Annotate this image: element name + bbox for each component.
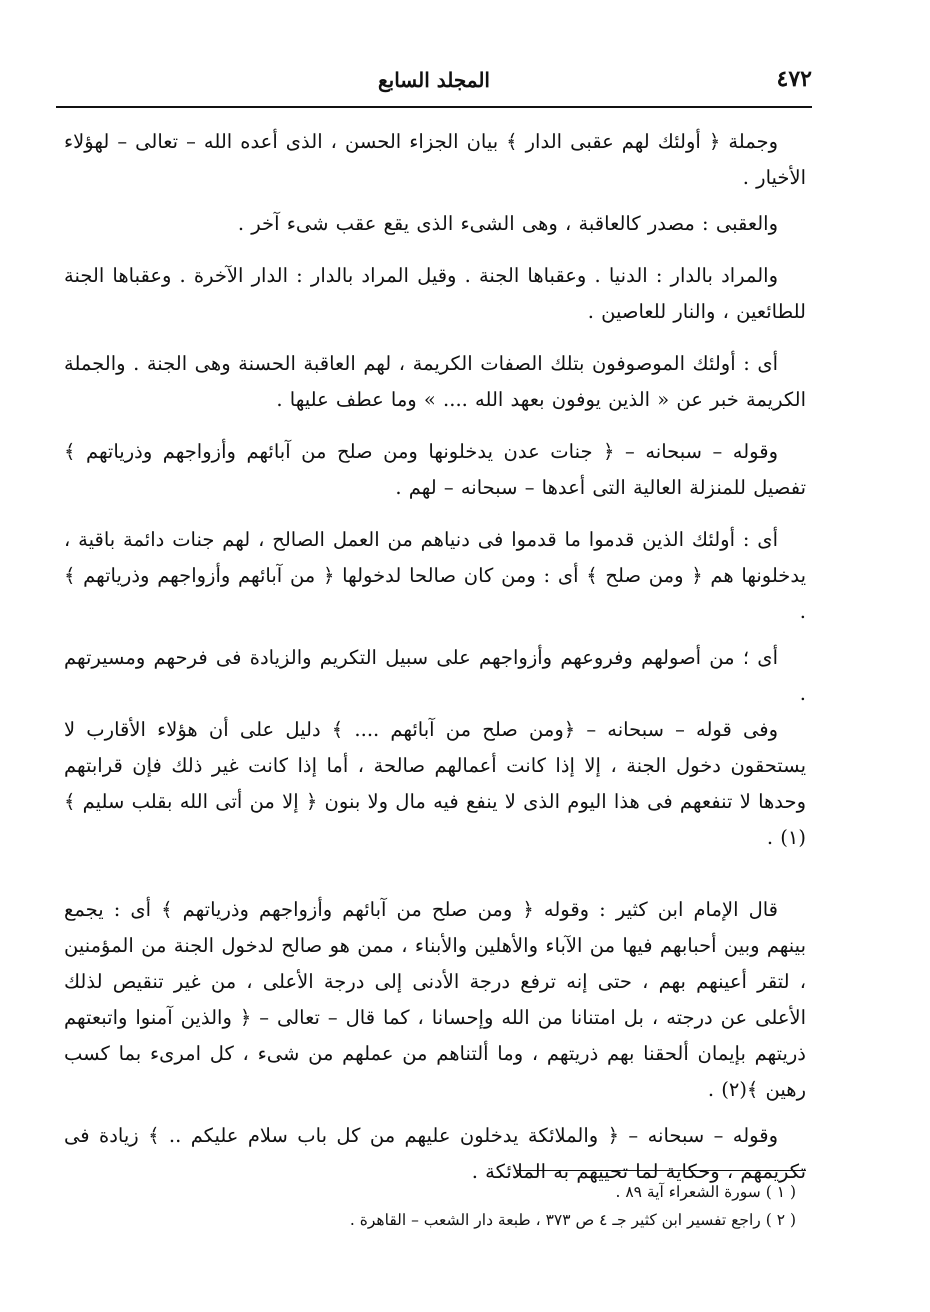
page-header [56,62,812,104]
footnote-rule [516,1170,806,1171]
paragraph-2: والعقبى : مصدر كالعاقبة ، وهى الشىء الذى يقع عقب شىء آخر . [237,212,778,235]
paragraph-6: أى : أولئك الذين قدموا ما قدموا فى دنياهم من العمل الصالح ، لهم جنات دائمة باقية ، يدخلونها هم ﴿ ومن صلح ﴾ أى : ومن كان صالحا لدخولها ﴿ من آبائهم وأزواجهم وذرياتهم ﴾ . [64,528,806,623]
paragraph-8: وفى قوله – سبحانه – ﴿ومن صلح من آبائهم .... ﴾ دليل على أن هؤلاء الأقارب لا يستحقون دخول الجنة ، إلا إذا كانت أعمالهم صالحة ، أما إذا كانت غير ذلك فإن قرابتهم وحدها لا تنفعهم فى هذا اليوم الذى لا ينفع فيه مال ولا بنون ﴿ إلا من أتى الله بقلب سليم ﴾(١) . [64,718,806,849]
paragraph-4: أى : أولئك الموصوفون بتلك الصفات الكريمة ، لهم العاقبة الحسنة وهى الجنة . والجملة الكريمة خبر عن « الذين يوفون بعهد الله .... » وما عطف عليها . [64,352,806,411]
page-body [64,124,806,1190]
running-title: المجلد السابع [377,68,490,92]
page-number: ٤٧٢ [776,66,812,92]
paragraph-9: قال الإمام ابن كثير : وقوله ﴿ ومن صلح من آبائهم وأزواجهم وذرياتهم ﴾ أى : يجمع بينهم وبين أحبابهم فيها من الآباء والأهلين والأبناء ، ممن هو صالح لدخول الجنة من المؤمنين ، لتقر أعينهم بهم ، حتى إنه ترفع درجة الأدنى إلى درجة الأعلى ، من غير تنقيص لذلك الأعلى عن درجته ، بل امتنانا من الله وإحسانا ، كما قال – تعالى – ﴿ والذين آمنوا واتبعتهم ذريتهم بإيمان ألحقنا بهم ذريتهم ، وما ألتناهم من عملهم من شىء ، كل امرىء بما كسب رهين ﴾(٢) . [64,898,806,1101]
header-rule [56,106,812,108]
paragraph-7: أى ؛ من أصولهم وفروعهم وأزواجهم على سبيل التكريم والزيادة فى فرحهم ومسيرتهم . [64,646,806,705]
footnote-2: ( ٢ ) راجع تفسير ابن كثير جـ ٤ ص ٣٧٣ ، طبعة دار الشعب – القاهرة . [349,1211,796,1229]
footnote-1: ( ١ ) سورة الشعراء آية ٨٩ . [615,1183,796,1201]
paragraph-5: وقوله – سبحانه – ﴿ جنات عدن يدخلونها ومن صلح من آبائهم وأزواجهم وذرياتهم ﴾ تفصيل للمنزلة العالية التى أعدها – سبحانه – لهم . [64,440,806,499]
paragraph-3: والمراد بالدار : الدنيا . وعقباها الجنة . وقيل المراد بالدار : الدار الآخرة . وعقباها الجنة للطائعين ، والنار للعاصين . [64,264,806,323]
paragraph-10: وقوله – سبحانه – ﴿ والملائكة يدخلون عليهم من كل باب سلام عليكم .. ﴾ زيادة فى تكريمهم ، وحكاية لما تحييهم به الملائكة . [64,1124,806,1183]
footnotes [64,1178,806,1234]
paragraph-1: وجملة ﴿ أولئك لهم عقبى الدار ﴾ بيان الجزاء الحسن ، الذى أعده الله – تعالى – لهؤلاء الأخيار . [64,130,806,189]
